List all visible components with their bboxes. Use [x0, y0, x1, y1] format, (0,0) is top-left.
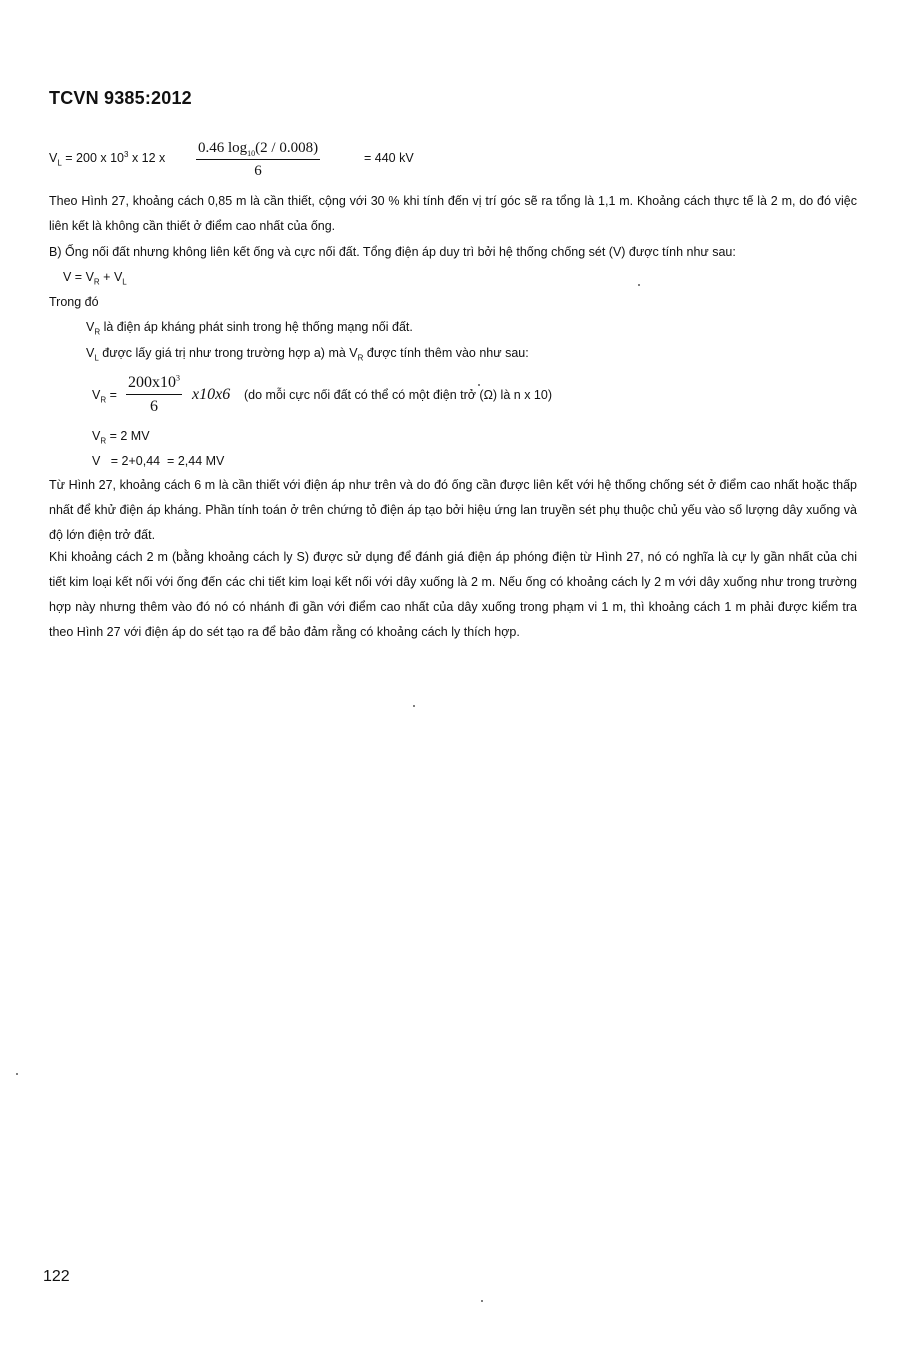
- formula-vr-note: (do mỗi cực nối đất có thể có một điện trở (Ω) là n x 10): [244, 388, 552, 402]
- formula-vl-fraction: [196, 140, 320, 180]
- paragraph-six-metre: Từ Hình 27, khoảng cách 6 m là cần thiết với điện áp như trên và do đó ống cần được liên kết với hệ thống chống sét ở điểm cao nhất hoặc thấp nhất để khử điện áp kháng. Phần tính toán ở trên chứng tỏ điện áp tạo bởi hiệu ứng lan truyền sét phụ thuộc chủ yếu vào số lượng dây xuống và độ lớn điện trở đất.: [49, 478, 857, 542]
- definition-vl: $V_L$ được lấy giá trị như trong trường hợp a) mà $V_R$ được tính thêm vào như sau:: [86, 346, 529, 363]
- formula-vl-lhs: $V_L = 200$ x $10^3$ x 12 x: [49, 149, 166, 168]
- formula-vl-result: = 440 kV: [364, 151, 414, 165]
- equation-total-voltage: $V = V_R + V_L$: [63, 270, 127, 287]
- scan-speck: [478, 384, 480, 386]
- formula-vr-numerator: $200x10^3$: [126, 374, 182, 395]
- formula-vr-fraction: [126, 374, 182, 416]
- paragraph-two-metre: Khi khoảng cách 2 m (bằng khoảng cách ly S) được sử dụng để đánh giá điện áp phóng điện từ Hình 27, nó có nghĩa là cự ly gần nhất của chi tiết kim loại kết nối với ống đến các chi tiết kim loại kết nối với dây xuống là 2 m. Nếu ống có khoảng cách ly 2 m với dây xuống như trong trường hợp này nhưng thêm vào đó nó có nhánh đi gần với điểm cao nhất của dây xuống trong phạm vi 1 m, thì khoảng cách 1 m phải được kiểm tra theo Hình 27 với điện áp do sét tạo ra để bảo đảm rằng có khoảng cách ly thích hợp.: [49, 550, 857, 639]
- paragraph-case-b: B) Ống nối đất nhưng không liên kết ống và cực nối đất. Tổng điện áp duy trì bởi hệ thống chống sét (V) được tính như sau:: [49, 245, 736, 259]
- formula-vl-denominator: 6: [254, 163, 262, 179]
- definition-vr: $V_R$ là điện áp kháng phát sinh trong hệ thống mạng nối đất.: [86, 320, 413, 337]
- scan-speck: [16, 1073, 18, 1075]
- vr-value: $V_R = 2$ MV: [92, 429, 150, 446]
- paragraph-spacing-result: Theo Hình 27, khoảng cách 0,85 m là cần thiết, cộng với 30 % khi tính đến vị trí góc sẽ ra tổng là 1,1 m. Khoảng cách thực tế là 2 m, do đó việc liên kết là không cần thiết ở điểm cao nhất của ống.: [49, 194, 857, 233]
- scan-speck: [413, 705, 415, 707]
- standard-code-header: TCVN 9385:2012: [49, 88, 192, 108]
- formula-vl-numerator: 0.46 $\log_{10}(2 / 0.008)$: [198, 140, 319, 158]
- scan-speck: [638, 284, 640, 286]
- v-total: V = 2+0,44 = 2,44 MV: [92, 454, 225, 468]
- scan-speck: [481, 1300, 483, 1302]
- formula-vr-denominator: 6: [150, 398, 158, 415]
- formula-vr-lhs: $V_R$ =: [92, 388, 117, 405]
- formula-vr-multiplier: x10x6: [192, 386, 231, 403]
- page-number: 122: [43, 1268, 70, 1285]
- where-label: Trong đó: [49, 295, 99, 309]
